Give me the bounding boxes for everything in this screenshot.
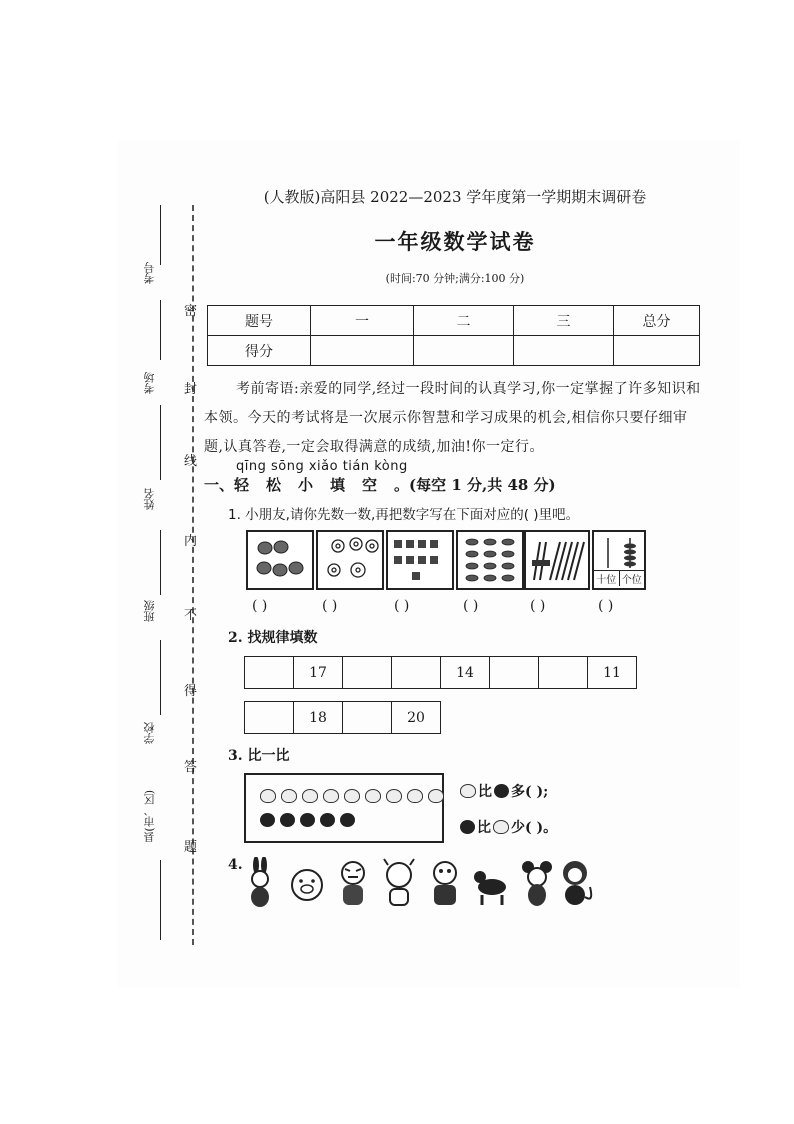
side-line-1	[160, 205, 161, 265]
small-item-group-icon	[388, 532, 452, 588]
peach-icon	[344, 789, 360, 803]
section1-heading	[204, 474, 556, 495]
seal-char-8: 题	[184, 840, 198, 855]
pattern-cell[interactable]	[392, 657, 441, 689]
score-cell[interactable]	[514, 336, 614, 366]
apple-icon	[320, 813, 335, 827]
count-box-flowers	[316, 530, 384, 590]
pig-icon	[288, 857, 326, 909]
peach-icon	[365, 789, 381, 803]
pattern-cell: 11	[588, 657, 637, 689]
seal-char-7: 答	[184, 760, 198, 775]
compare-blank-less[interactable]: 少( )。	[511, 820, 558, 836]
apple-icon	[300, 813, 315, 827]
exam-time-score: (时间:70 分钟;满分:100 分)	[385, 272, 525, 285]
section1-prefix: 一、	[204, 476, 235, 494]
side-label-exam-number: 考号	[143, 262, 156, 284]
side-label-name: 姓名	[143, 488, 156, 510]
pattern-row-1	[244, 656, 637, 689]
score-cell[interactable]	[311, 336, 414, 366]
peach-icon	[407, 789, 423, 803]
peach-icon	[323, 789, 339, 803]
score-cell[interactable]	[414, 336, 514, 366]
count-box-abacus	[592, 530, 646, 590]
pattern-cell: 18	[294, 702, 343, 734]
compare-word-1: 比	[478, 784, 492, 800]
mouse-icon	[518, 857, 556, 909]
answer-blank-2[interactable]: ( )	[322, 598, 338, 614]
apple-icon	[494, 784, 509, 798]
pattern-cell: 17	[294, 657, 343, 689]
side-line-6	[160, 860, 161, 940]
pattern-cell[interactable]	[245, 702, 294, 734]
score-table-score-row	[208, 336, 700, 366]
section1-points: 。(每空 1 分,共 48 分)	[394, 476, 556, 494]
side-line-4	[160, 530, 161, 595]
answer-blank-6[interactable]: ( )	[598, 598, 614, 614]
side-line-5	[160, 640, 161, 715]
pattern-cell: 20	[392, 702, 441, 734]
side-line-2	[160, 300, 161, 360]
seal-char-4: 内	[184, 534, 198, 549]
exam-intro-message: 考前寄语:亲爱的同学,经过一段时间的认真学习,你一定掌握了许多知识和本领。今天的考试将是一次展示你智慧和学习成果的机会,相信你只要仔细审题,认真答卷,一定会取得满意的成绩,加油!你一定行。	[204, 381, 701, 455]
peach-icon	[281, 789, 297, 803]
q1-prompt: 1. 小朋友,请你先数一数,再把数字写在下面对应的( )里吧。	[228, 507, 580, 523]
seal-char-3: 线	[184, 454, 198, 469]
answer-blank-3[interactable]: ( )	[394, 598, 410, 614]
peach-icon	[302, 789, 318, 803]
apple-icon	[460, 820, 475, 834]
pattern-row-2	[244, 701, 441, 734]
q2-prompt: 2. 找规律填数	[228, 630, 318, 646]
hat-group-icon	[248, 532, 312, 588]
peach-icon	[460, 784, 476, 798]
pattern-cell[interactable]	[343, 657, 392, 689]
side-label-exam-room: 考场	[143, 372, 156, 394]
seal-char-2: 封	[184, 382, 198, 397]
q4-prompt: 4.	[228, 857, 243, 873]
abacus-icon	[594, 532, 644, 572]
count-box-hats	[246, 530, 314, 590]
peach-icon	[386, 789, 402, 803]
score-cell: 三	[514, 306, 614, 336]
score-table-header-row	[208, 306, 700, 336]
peach-icon	[428, 789, 444, 803]
abacus-ones-label: 个位	[621, 575, 642, 586]
side-label-class: 班级	[143, 600, 156, 622]
section1-pinyin: qīng sōng xiǎo tián kòng	[236, 459, 408, 474]
side-line-3	[160, 405, 161, 480]
apple-icon	[280, 813, 295, 827]
cow-icon	[380, 857, 418, 909]
compare-line-1	[460, 781, 548, 801]
abacus-tens-label: 十位	[594, 571, 620, 586]
pattern-cell: 14	[441, 657, 490, 689]
section1-title: 轻松小填空	[234, 476, 395, 494]
answer-blank-4[interactable]: ( )	[463, 598, 479, 614]
pattern-cell[interactable]	[490, 657, 539, 689]
stick-bundle-icon	[526, 532, 588, 588]
count-box-sticks	[524, 530, 590, 590]
score-cell: 得分	[208, 336, 311, 366]
apple-icon	[260, 813, 275, 827]
peach-row	[260, 789, 444, 803]
exam-subtitle: (人教版)高阳县 2022—2023 学年度第一学期期末调研卷	[263, 188, 647, 206]
count-box-fish	[456, 530, 524, 590]
apple-icon	[340, 813, 355, 827]
abacus-labels	[594, 570, 644, 586]
ox-icon	[426, 857, 464, 909]
answer-blank-5[interactable]: ( )	[530, 598, 546, 614]
seal-char-5: 不	[184, 608, 198, 623]
score-cell: 二	[414, 306, 514, 336]
count-box-small-items	[386, 530, 454, 590]
pattern-cell[interactable]	[539, 657, 588, 689]
apple-row	[260, 813, 355, 827]
exam-title: 一年级数学试卷	[374, 229, 536, 254]
score-cell[interactable]	[614, 336, 700, 366]
rabbit-icon	[242, 857, 280, 909]
monkey-icon	[556, 857, 594, 909]
q3-prompt: 3. 比一比	[228, 748, 290, 764]
dog-icon	[472, 857, 510, 909]
side-label-school: 学校	[143, 722, 156, 744]
compare-line-2	[460, 817, 557, 837]
seal-char-6: 得	[184, 684, 198, 699]
compare-blank-more[interactable]: 多( );	[511, 784, 549, 800]
peach-icon	[493, 820, 509, 834]
tiger-icon	[334, 857, 372, 909]
flower-group-icon	[318, 532, 382, 588]
fish-group-icon	[458, 532, 522, 588]
score-table	[207, 305, 700, 366]
pattern-cell[interactable]	[343, 702, 392, 734]
compare-box	[244, 773, 444, 843]
pattern-cell[interactable]	[245, 657, 294, 689]
score-cell: 一	[311, 306, 414, 336]
answer-blank-1[interactable]: ( )	[252, 598, 268, 614]
peach-icon	[260, 789, 276, 803]
side-label-county: 县(市、区)	[143, 790, 156, 843]
seal-char-1: 密	[184, 304, 198, 319]
score-cell: 题号	[208, 306, 311, 336]
score-cell: 总分	[614, 306, 700, 336]
compare-word-2: 比	[477, 820, 491, 836]
